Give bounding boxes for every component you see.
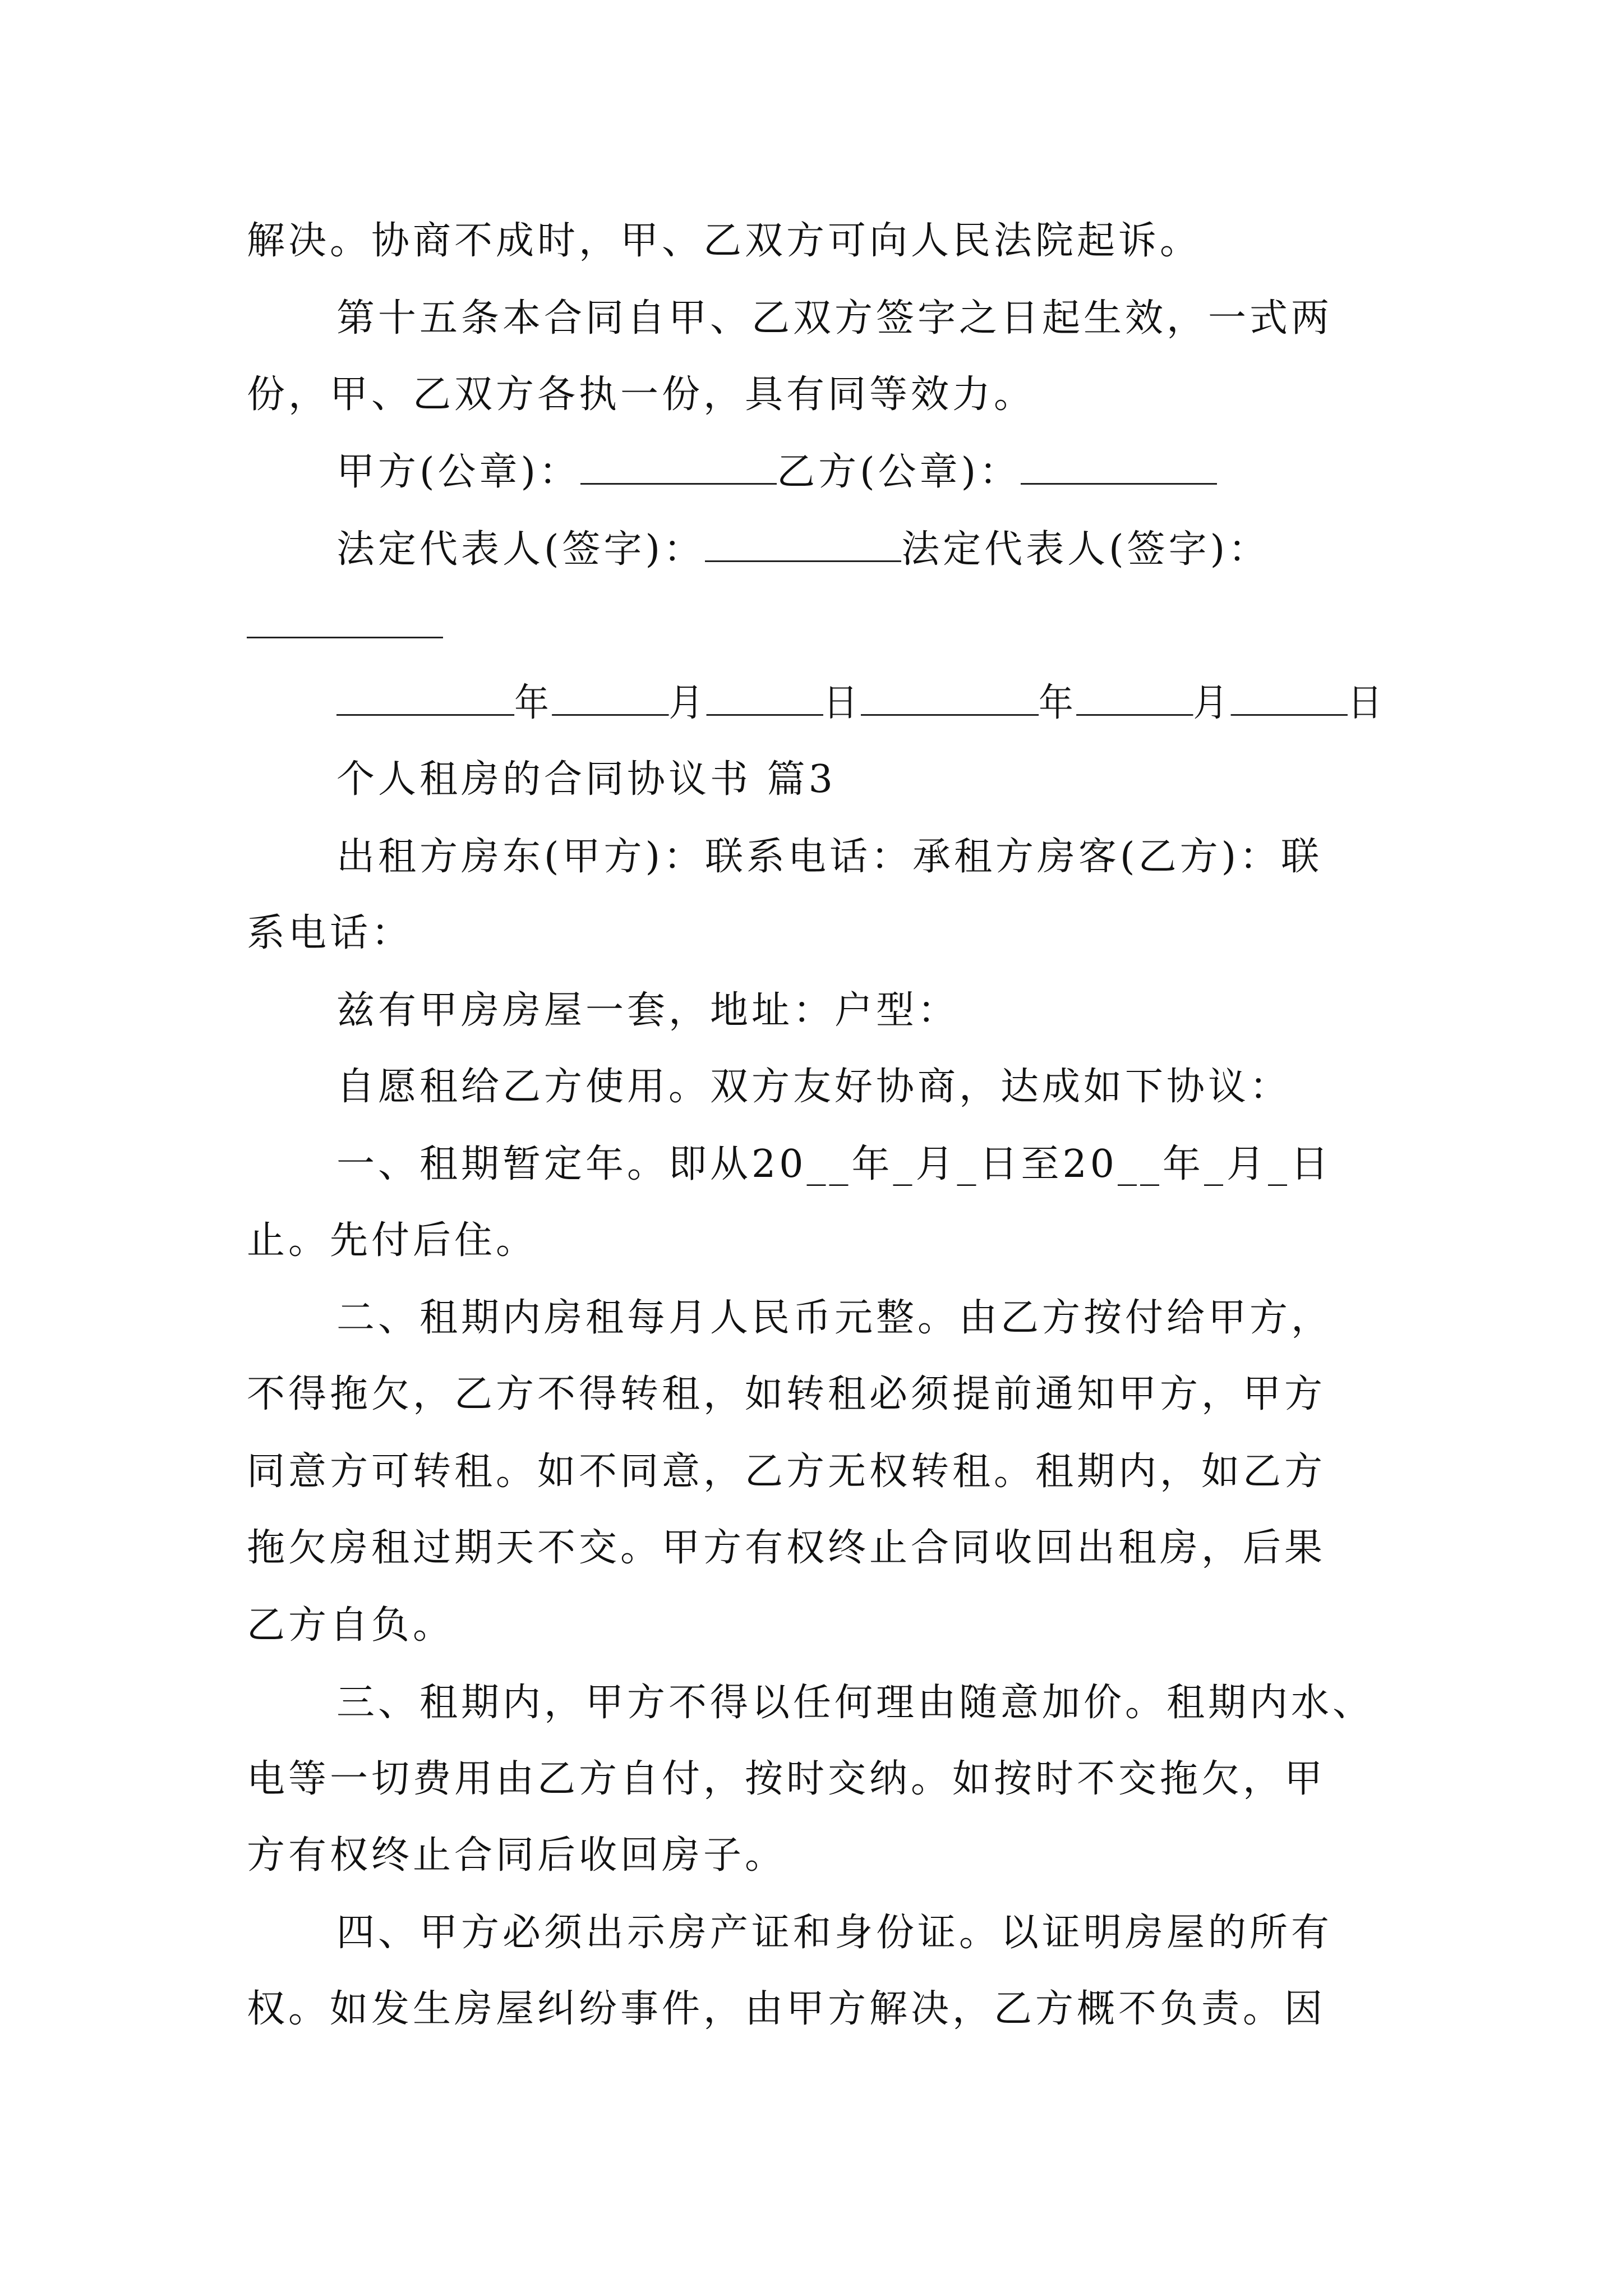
blank-underline bbox=[1021, 448, 1217, 485]
day-label: 日 bbox=[823, 681, 861, 725]
blank-underline bbox=[552, 679, 668, 716]
party-b-representative-label: 法定代表人(签字)： bbox=[901, 527, 1270, 572]
year-label: 年 bbox=[514, 681, 552, 725]
blank-underline bbox=[580, 448, 777, 485]
text-line: 系电话： bbox=[247, 911, 413, 955]
text-line: 自愿租给乙方使用。双方友好协商，达成如下协议： bbox=[336, 1065, 1292, 1109]
text-line: 份，甲、乙双方各执一份，具有同等效力。 bbox=[247, 372, 1036, 417]
signature-line-party-a-seal bbox=[336, 444, 1217, 500]
month-label: 月 bbox=[668, 681, 707, 725]
text-line: 兹有甲房房屋一套，地址：户型： bbox=[336, 988, 960, 1033]
text-line: 三、租期内，甲方不得以任何理由随意加价。租期内水、 bbox=[336, 1681, 1375, 1725]
text-line: 乙方自负。 bbox=[247, 1603, 455, 1648]
text-line: 方有权终止合同后收回房子。 bbox=[247, 1833, 787, 1878]
text-line: 解决。协商不成时，甲、乙双方可向人民法院起诉。 bbox=[247, 219, 1202, 263]
party-a-representative-label: 法定代表人(签字)： bbox=[336, 527, 706, 572]
text-line: 出租方房东(甲方)：联系电话：承租方房客(乙方)：联 bbox=[336, 835, 1323, 879]
text-line: 不得拖欠，乙方不得转租，如转租必须提前通知甲方，甲方 bbox=[247, 1372, 1326, 1416]
date-line bbox=[336, 675, 1385, 731]
blank-underline bbox=[336, 679, 514, 716]
blank-underline bbox=[707, 679, 823, 716]
year-label: 年 bbox=[1039, 681, 1077, 725]
text-line: 第十五条本合同自甲、乙双方签字之日起生效，一式两 bbox=[336, 296, 1333, 341]
text-line: 一、租期暂定年。即从20__年_月_日至20__年_月_日 bbox=[336, 1142, 1332, 1186]
text-line: 四、甲方必须出示房产证和身份证。以证明房屋的所有 bbox=[336, 1911, 1333, 1955]
blank-underline bbox=[1076, 679, 1193, 716]
text-line: 同意方可转租。如不同意，乙方无权转租。租期内，如乙方 bbox=[247, 1450, 1326, 1494]
signature-line-legal-representative bbox=[336, 522, 1270, 578]
text-line: 拖欠房租过期天不交。甲方有权终止合同收回出租房，后果 bbox=[247, 1526, 1326, 1570]
text-line: 电等一切费用由乙方自付，按时交纳。如按时不交拖欠，甲 bbox=[247, 1757, 1326, 1801]
blank-underline bbox=[705, 526, 901, 562]
text-line: 止。先付后住。 bbox=[247, 1218, 538, 1263]
section-title: 个人租房的合同协议书 篇3 bbox=[336, 757, 836, 802]
text-line: 权。如发生房屋纠纷事件，由甲方解决，乙方概不负责。因 bbox=[247, 1987, 1326, 2031]
party-a-seal-label: 甲方(公章)： bbox=[336, 450, 581, 494]
blank-underline bbox=[861, 679, 1039, 716]
month-label: 月 bbox=[1193, 681, 1231, 725]
blank-continuation-line bbox=[247, 598, 443, 654]
day-label: 日 bbox=[1348, 681, 1386, 725]
text-line: 二、租期内房租每月人民币元整。由乙方按付给甲方， bbox=[336, 1296, 1333, 1340]
blank-underline bbox=[247, 602, 443, 638]
blank-underline bbox=[1231, 679, 1348, 716]
party-b-seal-label: 乙方(公章)： bbox=[777, 450, 1021, 494]
